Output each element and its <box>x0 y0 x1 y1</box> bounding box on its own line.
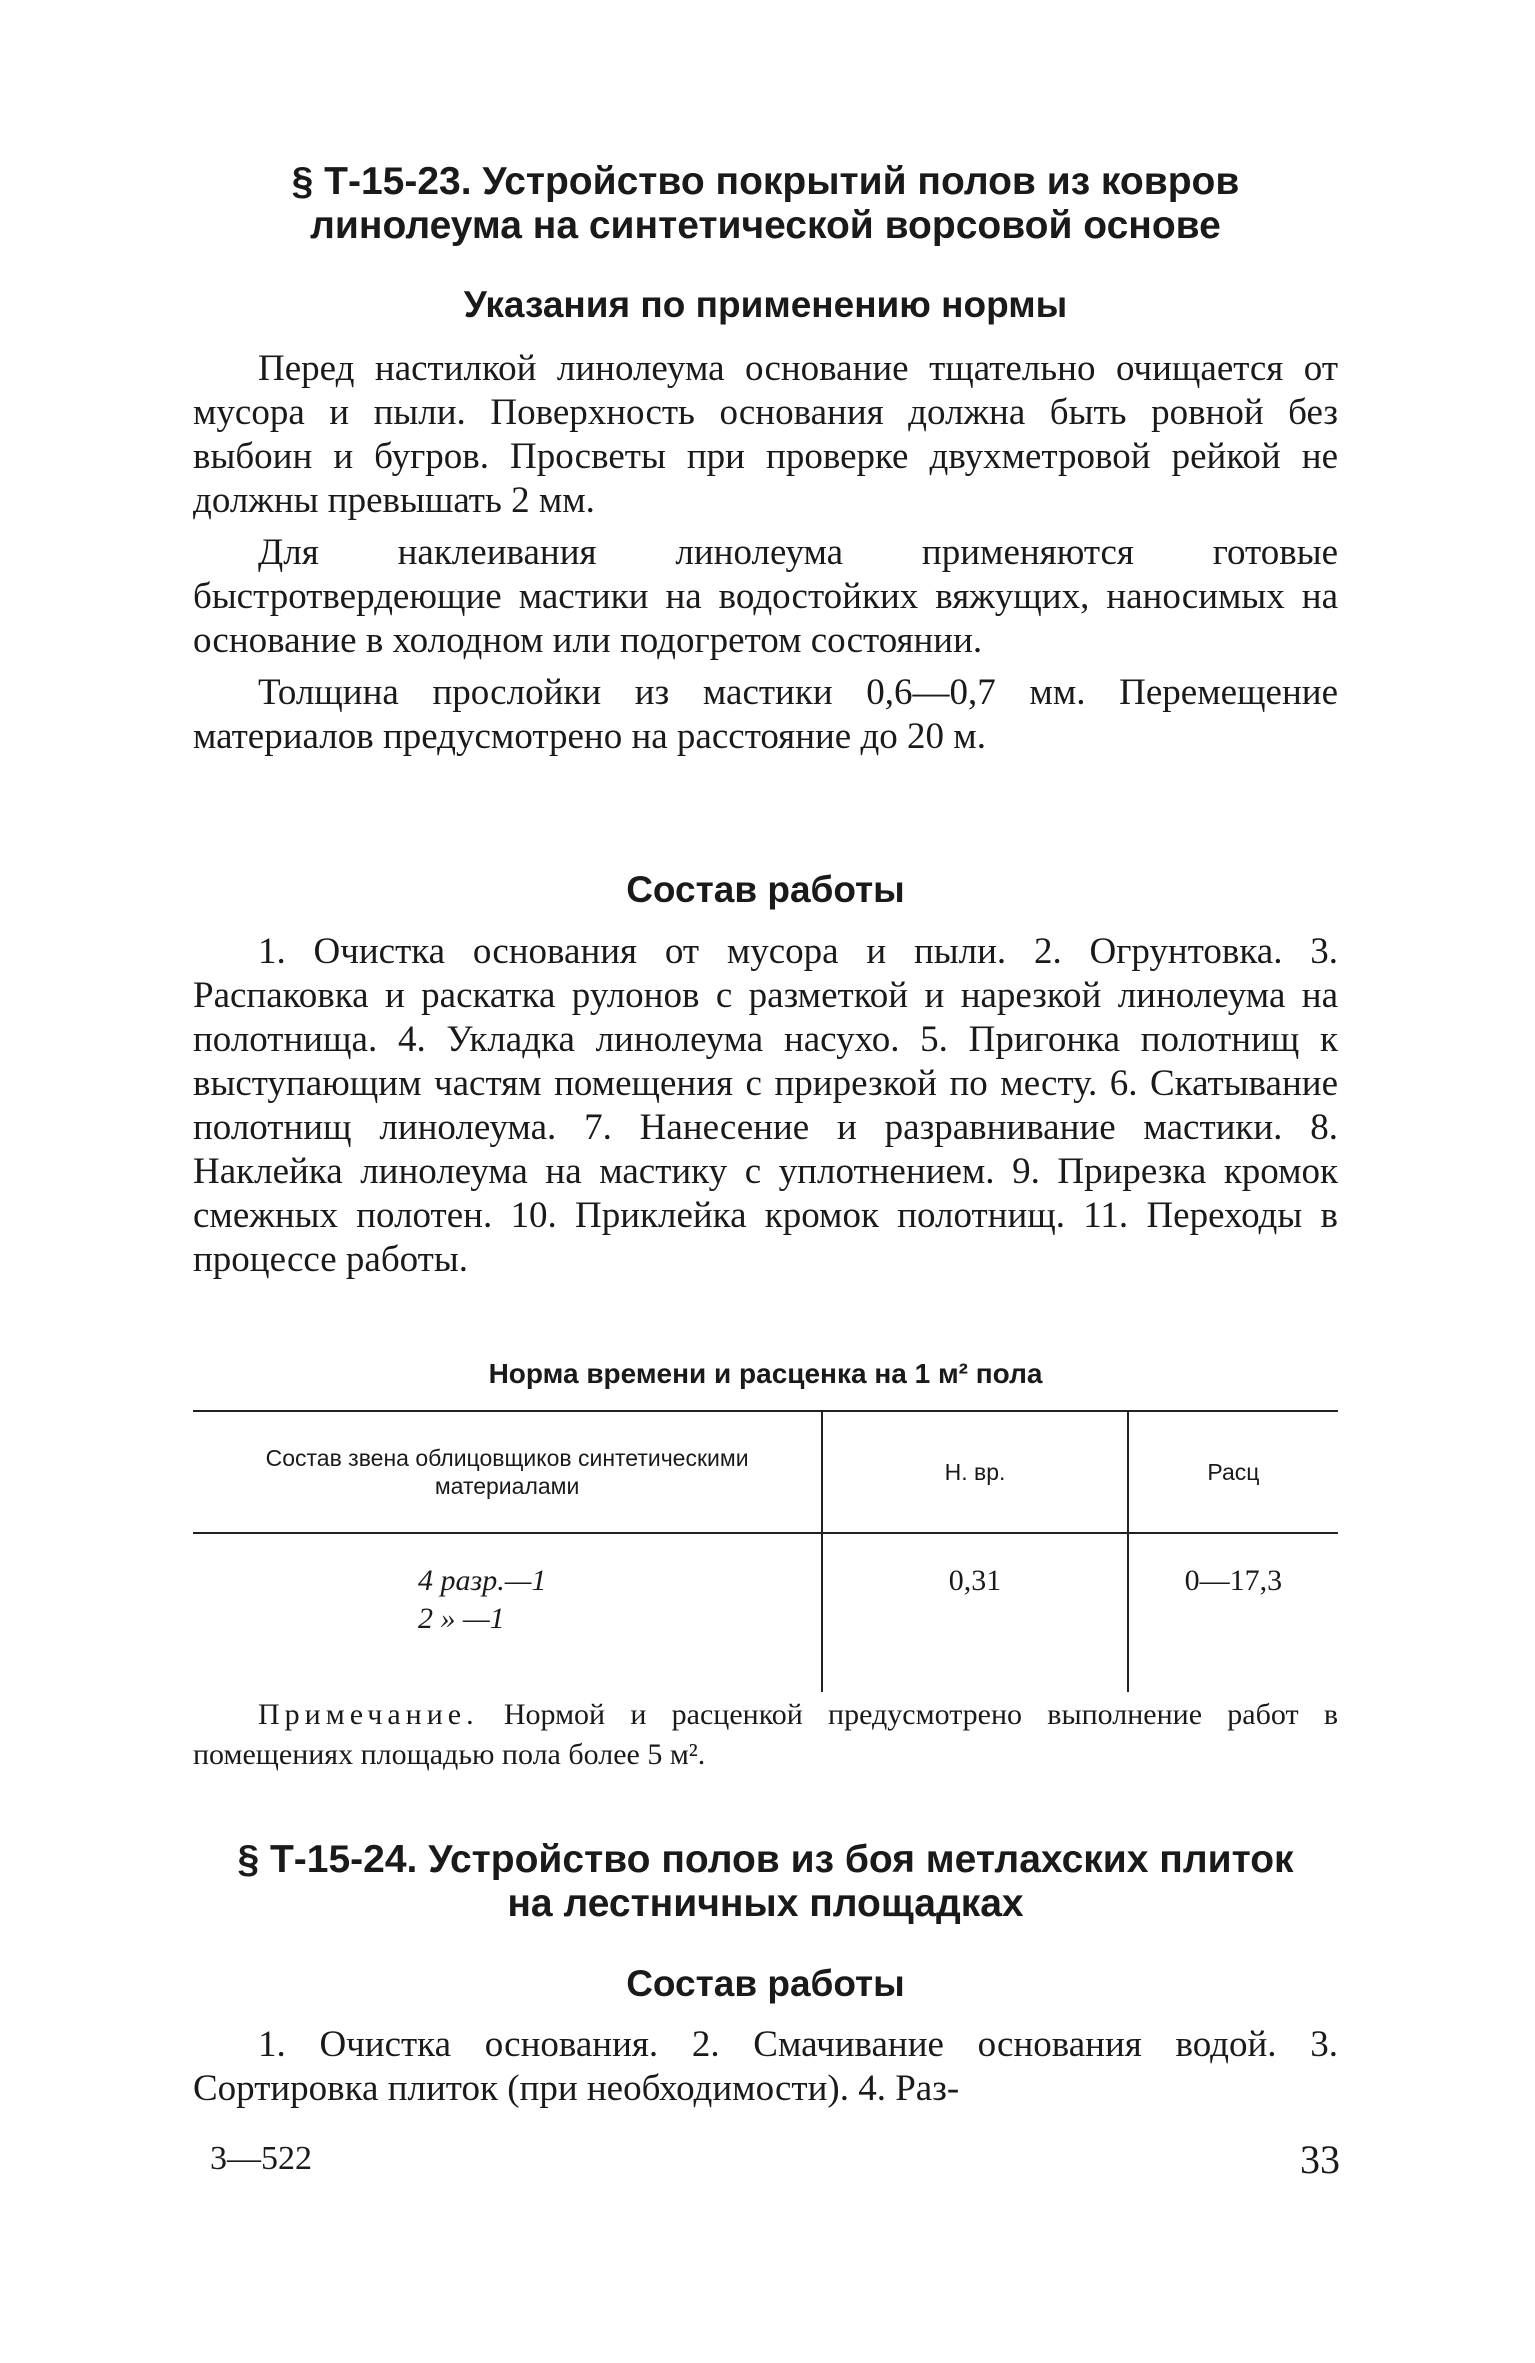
note-text: Нормой и расценкой предусмотрено выполнение работ в помещениях площадью пола более 5 м². <box>193 1698 1338 1771</box>
work-heading-block <box>193 868 1338 912</box>
work-composition-heading: Состав работы <box>626 869 905 910</box>
table-caption: Норма времени и расценка на 1 м² пола <box>488 1358 1043 1389</box>
signature-mark: 3—522 <box>210 2140 312 2177</box>
page-number: 33 <box>1300 2137 1340 2182</box>
section-title-line1: § Т-15-23. Устройство покрытий полов из ковров <box>291 160 1240 203</box>
work-composition-text-2 <box>193 2023 1338 2119</box>
section-title-t15-24 <box>193 1838 1338 1926</box>
norm-table-wrap <box>193 1410 1338 1692</box>
crew-line: 2 » —1 <box>418 1602 505 1635</box>
table-header-row <box>193 1411 1338 1533</box>
crew-line: 4 разр.—1 <box>418 1564 547 1597</box>
note-label: Примечание. <box>258 1698 479 1731</box>
section-title-t15-23 <box>193 160 1338 248</box>
time-norm-value: 0,31 <box>822 1533 1128 1692</box>
crew-cell <box>193 1533 822 1692</box>
work-list: 1. Очистка основания от мусора и пыли. 2. Огрунтовка. 3. Распаковка и раскатка рулонов с разметкой и нарезкой линолеума на полотнища. 4. Укладка линолеума насухо. 5. Пригонка полотнищ к выступающим частям помещения с прирезкой по месту. 6. Скатывание полотнищ линолеума. 7. Нанесение и разравнивание мастики. 8. Наклейка линолеума на мастику с уплотнением. 9. Прирезка кромок смежных полотен. 10. Приклейка кромок полотнищ. 11. Переходы в процессе работы. <box>193 931 1338 1280</box>
header-rate: Расц <box>1128 1411 1338 1533</box>
rate-value: 0—17,3 <box>1128 1533 1338 1692</box>
table-caption-block <box>193 1357 1338 1391</box>
note <box>193 1695 1338 1775</box>
header-time-norm: Н. вр. <box>822 1411 1128 1533</box>
work-heading-block-2 <box>193 1962 1338 2006</box>
guidance-text <box>193 347 1338 767</box>
section-title-line2: линолеума на синтетической ворсовой основе <box>310 204 1221 247</box>
work-list: 1. Очистка основания. 2. Смачивание основания водой. 3. Сортировка плиток (при необходимости). 4. Раз- <box>193 2024 1338 2109</box>
table-row <box>193 1533 1338 1692</box>
paragraph: Перед настилкой линолеума основание тщательно очищается от мусора и пыли. Поверхность основания должна быть ровной без выбоин и бугров. Просветы при проверке двухметровой рейкой не должны превышать 2 мм. <box>193 348 1338 521</box>
norm-table <box>193 1410 1338 1692</box>
work-composition-heading: Состав работы <box>626 1963 905 2004</box>
note-block <box>193 1695 1338 1775</box>
section-title-line2: на лестничных площадках <box>507 1882 1024 1925</box>
work-composition-text <box>193 930 1338 1290</box>
section-title-line1: § Т-15-24. Устройство полов из боя метлахских плиток <box>237 1838 1294 1881</box>
header-crew: Состав звена облицовщиков синтетическими материалами <box>265 1445 749 1499</box>
guidance-heading: Указания по применению нормы <box>463 284 1068 325</box>
guidance-heading-block <box>193 283 1338 327</box>
paragraph: Для наклеивания линолеума применяются готовые быстротвердеющие мастики на водостойких вяжущих, наносимых на основание в холодном или подогретом состоянии. <box>193 532 1338 661</box>
page-footer <box>210 2137 1340 2190</box>
paragraph: Толщина прослойки из мастики 0,6—0,7 мм. Перемещение материалов предусмотрено на расстояние до 20 м. <box>193 672 1338 757</box>
